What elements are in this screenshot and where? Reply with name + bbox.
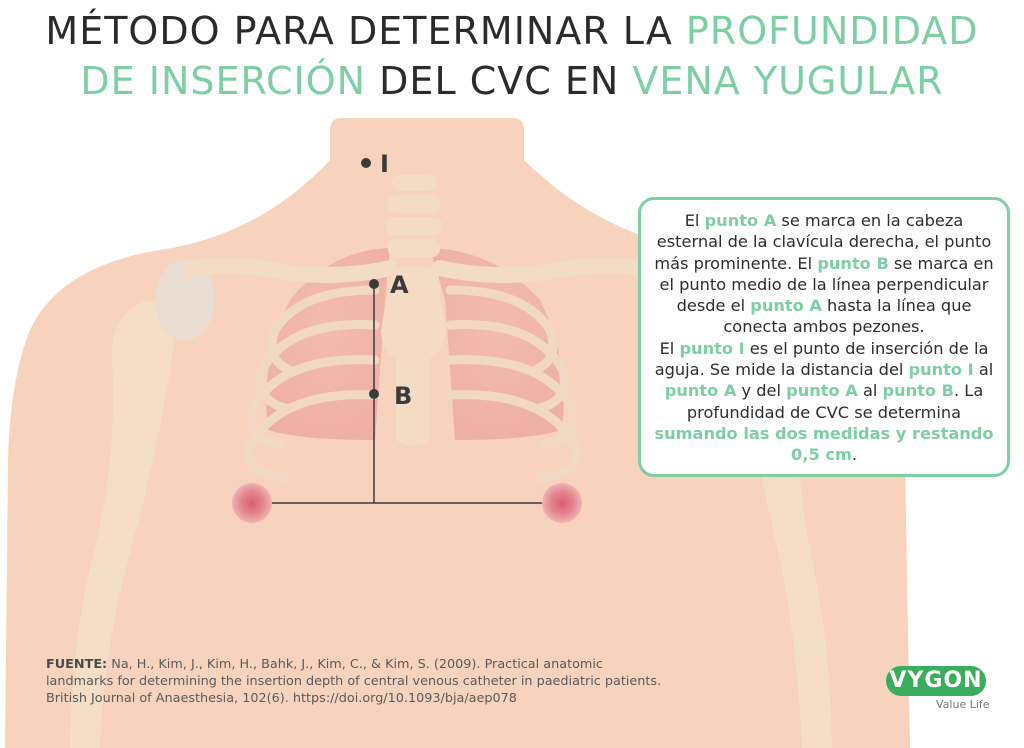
point-b-marker bbox=[369, 389, 379, 399]
title-part-2: DEL CVC EN bbox=[366, 59, 633, 103]
info-paragraph-2 bbox=[653, 338, 995, 466]
info-text: hasta la línea que conecta ambos pezones. bbox=[723, 296, 972, 337]
info-text: es el punto de inserción de la aguja. Se mide la distancia del bbox=[654, 338, 989, 380]
info-text: El bbox=[659, 338, 680, 358]
point-i-label: I bbox=[380, 150, 389, 178]
info-text: y del bbox=[736, 381, 787, 401]
right-nipple bbox=[542, 483, 582, 523]
source-label: FUENTE: bbox=[46, 657, 108, 672]
title-highlight-vena-yugular: VENA YUGULAR bbox=[632, 59, 944, 103]
info-text: se marca en el punto medio de la línea perpendicular desde el bbox=[659, 253, 994, 316]
title-highlight-insercion: DE INSERCIÓN bbox=[80, 59, 367, 103]
logo-wordmark: VYGON bbox=[886, 666, 986, 696]
brand-tagline: Value Life bbox=[936, 698, 990, 711]
info-highlight: punto B bbox=[817, 253, 889, 273]
info-text: El bbox=[684, 211, 705, 230]
info-text: se marca en la cabeza esternal de la clavícula derecha, el punto más prominente. El bbox=[654, 211, 992, 273]
info-highlight: punto I bbox=[908, 360, 974, 380]
info-highlight: punto B bbox=[882, 381, 955, 401]
point-a-marker bbox=[369, 279, 379, 289]
info-highlight: punto A bbox=[704, 211, 777, 230]
info-text: . La profundidad de CVC se determina bbox=[686, 381, 984, 422]
point-i-marker bbox=[361, 158, 371, 168]
info-text: . bbox=[851, 445, 857, 465]
left-clavicle bbox=[190, 265, 390, 275]
info-highlight: punto I bbox=[679, 338, 745, 358]
title-part-1: MÉTODO PARA DETERMINAR LA bbox=[45, 9, 686, 53]
point-b-label: B bbox=[394, 382, 413, 410]
info-highlight: punto A bbox=[664, 381, 737, 401]
info-box bbox=[638, 197, 1010, 477]
info-text: al bbox=[857, 381, 883, 401]
left-nipple bbox=[232, 483, 272, 523]
source-text: Na, H., Kim, J., Kim, H., Bahk, J., Kim, C., & Kim, S. (2009). Practical anatomic landmarks for determining the insertion depth of central venous catheter in paediatric patients. British Journal of Anaesthesia, 102(6). https://doi.org/10.1093/bja/aep078 bbox=[46, 657, 662, 706]
title-highlight-profundidad: PROFUNDIDAD bbox=[685, 9, 979, 53]
info-paragraph-1 bbox=[653, 210, 995, 338]
info-highlight: sumando las dos medidas y restando 0,5 cm bbox=[654, 423, 994, 465]
info-text: al bbox=[973, 360, 994, 380]
point-a-label: A bbox=[390, 271, 409, 299]
info-highlight: punto A bbox=[786, 381, 858, 401]
info-highlight: punto A bbox=[750, 296, 822, 316]
source-citation bbox=[46, 656, 666, 707]
